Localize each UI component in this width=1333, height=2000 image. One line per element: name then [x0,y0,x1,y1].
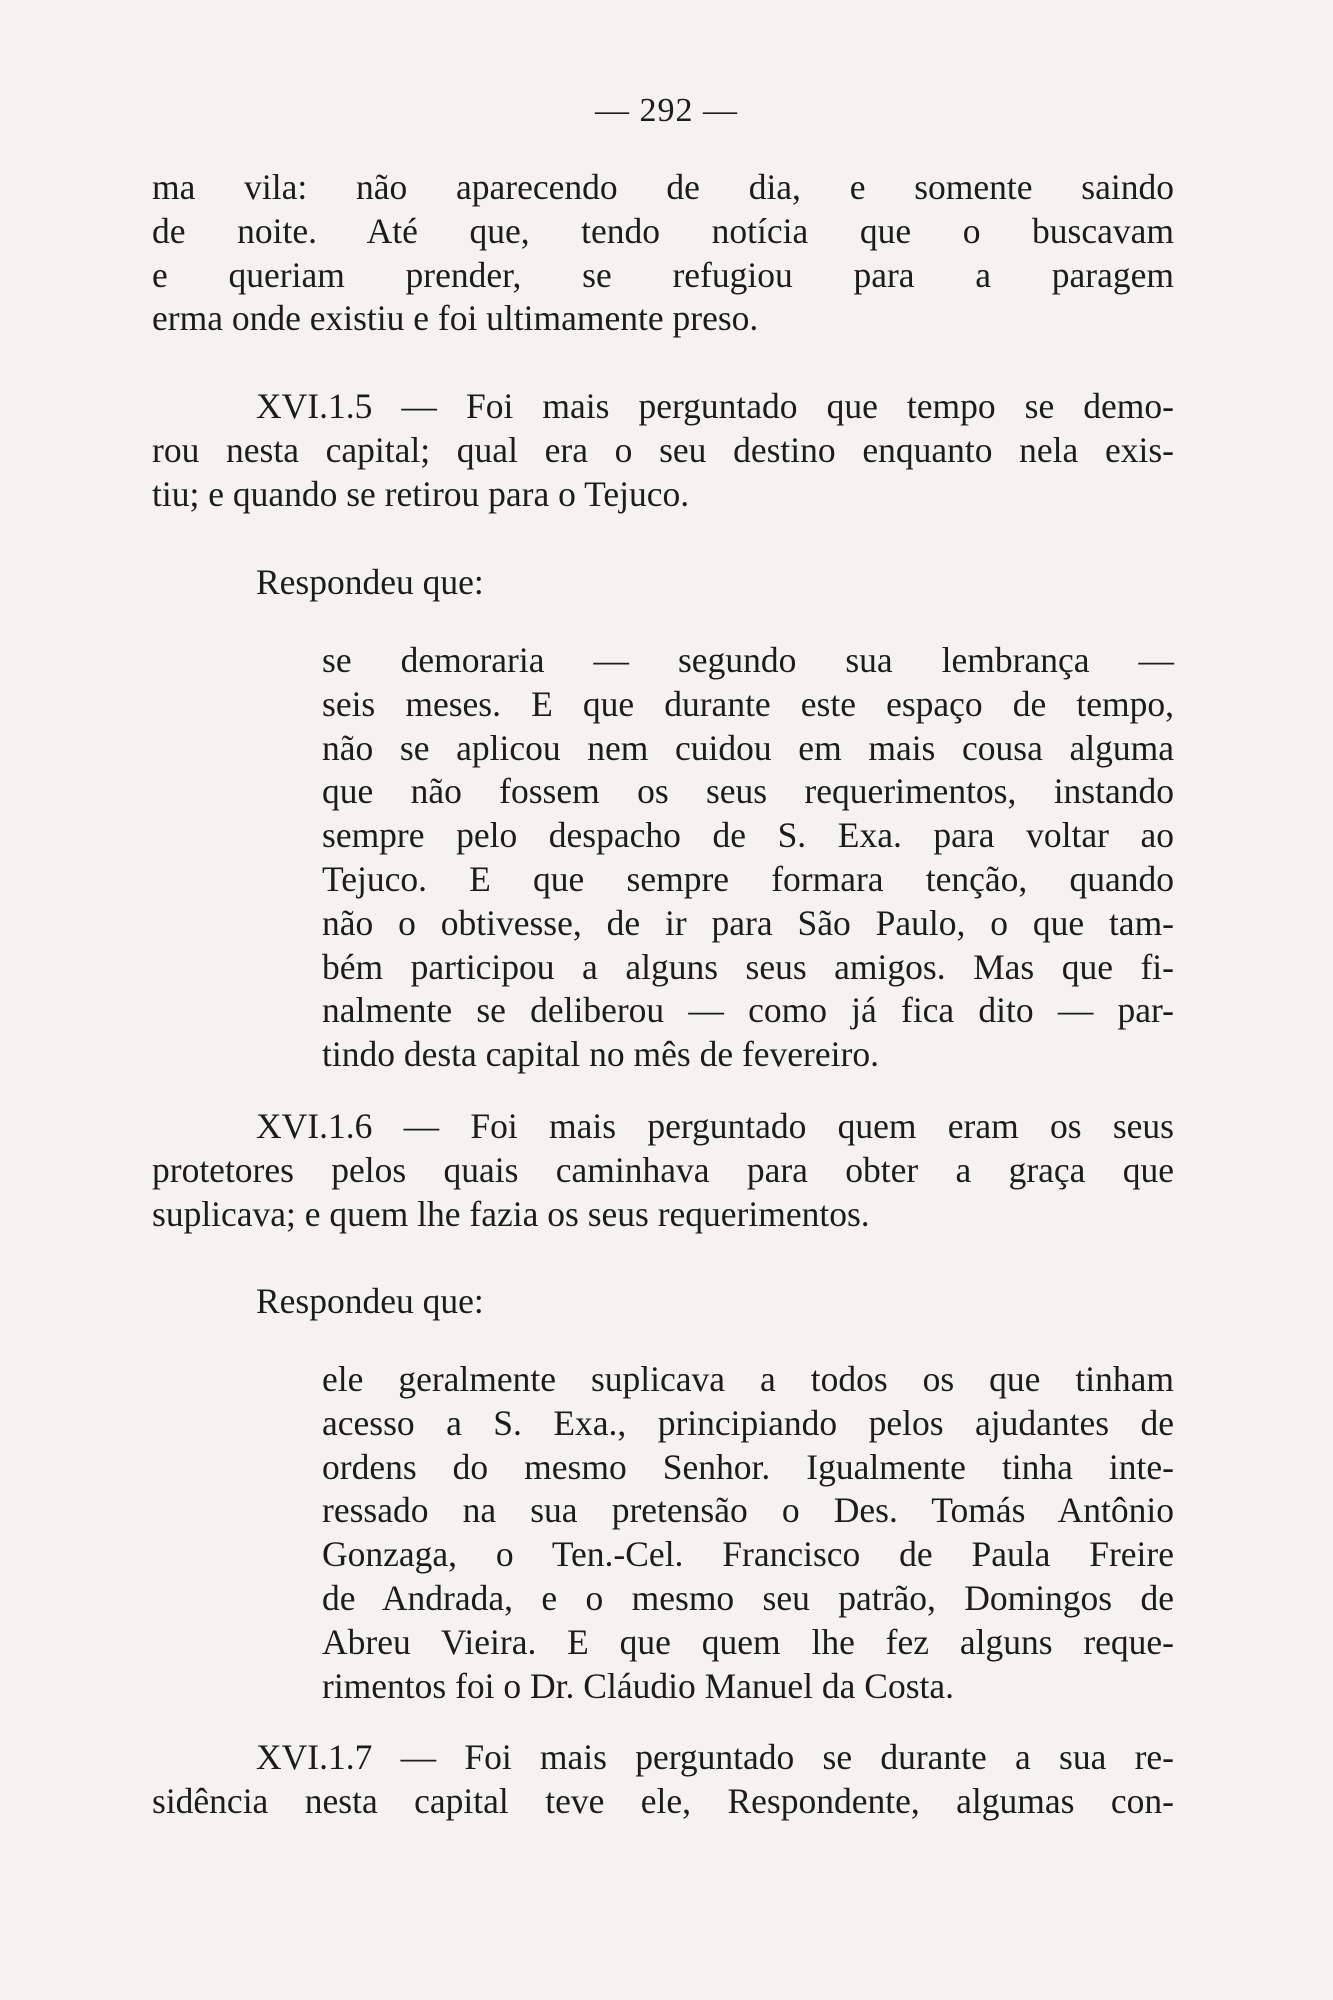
answer-xvi-1-5 [322,639,1174,1077]
text-line: XVI.1.5 — Foi mais perguntado que tempo se demo- [256,386,1174,426]
answer-label: Respondeu que: [256,1281,484,1321]
text-line: ordens do mesmo Senhor. Igualmente tinha inte- [322,1446,1174,1487]
text-line: XVI.1.6 — Foi mais perguntado quem eram os seus [256,1106,1174,1146]
question-xvi-1-5 [152,385,1174,516]
text-line: rimentos foi o Dr. Cláudio Manuel da Costa. [322,1665,955,1706]
text-line: bém participou a alguns seus amigos. Mas que fi- [322,946,1174,987]
text-line: não o obtivesse, de ir para São Paulo, o que tam- [322,902,1174,943]
text-line: ma vila: não aparecendo de dia, e somente saindo [152,167,1174,207]
text-line: Abreu Vieira. E que quem lhe fez alguns reque- [322,1621,1174,1662]
answer-xvi-1-6 [322,1358,1174,1708]
page-number: — 292 — [595,92,738,129]
text-line: tindo desta capital no mês de fevereiro. [322,1034,879,1075]
text-line: sempre pelo despacho de S. Exa. para voltar ao [322,815,1174,856]
text-line: protetores pelos quais caminhava para obter a graça que [152,1149,1174,1190]
text-line: XVI.1.7 — Foi mais perguntado se durante a sua re- [256,1737,1174,1777]
text-line: ele geralmente suplicava a todos os que tinham [322,1359,1174,1399]
text-line: ressado na sua pretensão o Des. Tomás Antônio [322,1490,1174,1531]
text-line: e queriam prender, se refugiou para a paragem [152,254,1174,295]
text-line: de noite. Até que, tendo notícia que o buscavam [152,210,1174,251]
text-line: sidência nesta capital teve ele, Respondente, algumas con- [152,1780,1174,1821]
text-line: tiu; e quando se retirou para o Tejuco. [152,473,690,514]
text-line: de Andrada, e o mesmo seu patrão, Domingos de [322,1577,1174,1618]
text-line: que não fossem os seus requerimentos, instando [322,771,1174,812]
text-line: Tejuco. E que sempre formara tenção, quando [322,858,1174,899]
text-line: Gonzaga, o Ten.-Cel. Francisco de Paula Freire [322,1534,1174,1575]
answer-label: Respondeu que: [256,562,484,602]
question-xvi-1-7 [152,1736,1174,1824]
text-line: nalmente se deliberou — como já fica dito — par- [322,990,1174,1031]
text-line: suplicava; e quem lhe fazia os seus requerimentos. [152,1193,870,1234]
text-line: não se aplicou nem cuidou em mais cousa alguma [322,727,1174,768]
text-line: acesso a S. Exa., principiando pelos ajudantes de [322,1402,1174,1443]
paragraph-continuation [152,166,1174,341]
text-line: rou nesta capital; qual era o seu destino enquanto nela exis- [152,429,1174,470]
question-xvi-1-6 [152,1105,1174,1236]
text-line: erma onde existiu e foi ultimamente preso. [152,298,759,339]
text-line: se demoraria — segundo sua lembrança — [322,640,1174,680]
text-line: seis meses. E que durante este espaço de tempo, [322,683,1174,724]
